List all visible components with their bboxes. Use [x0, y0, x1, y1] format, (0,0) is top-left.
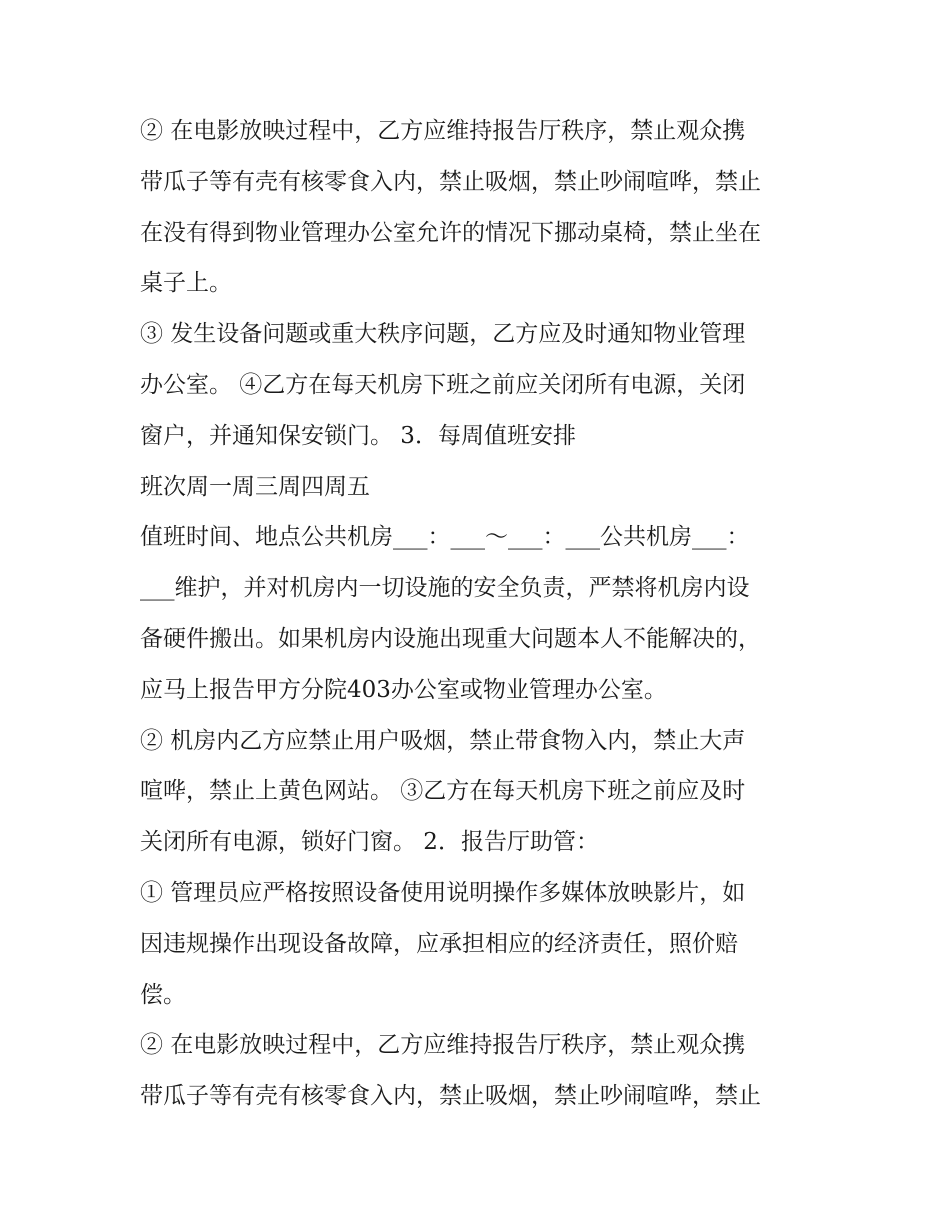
- text-line: ③ 发生设备问题或重大秩序问题，乙方应及时通知物业管理: [140, 321, 746, 348]
- text-line: 在没有得到物业管理办公室允许的情况下挪动桌椅，禁止坐在: [140, 219, 761, 246]
- text-line: ② 机房内乙方应禁止用户吸烟，禁止带食物入内，禁止大声: [140, 727, 746, 754]
- text-line: 班次周一周三周四周五: [140, 473, 370, 500]
- text-line: ___维护，并对机房内一切设施的安全负责，严禁将机房内设: [140, 575, 750, 602]
- text-line: 值班时间、地点公共机房___：___～___：___公共机房___：: [140, 524, 750, 551]
- text-line: ② 在电影放映过程中，乙方应维持报告厅秩序，禁止观众携: [140, 118, 746, 144]
- text-line: 喧哗，禁止上黄色网站。 ③乙方在每天机房下班之前应及时: [140, 778, 746, 805]
- text-line: ① 管理员应严格按照设备使用说明操作多媒体放映影片，如: [140, 879, 746, 906]
- text-line: 带瓜子等有壳有核零食入内，禁止吸烟，禁止吵闹喧哗，禁止: [140, 1083, 761, 1110]
- document-body: [140, 106, 820, 1122]
- text-line: 办公室。 ④乙方在每天机房下班之前应关闭所有电源，关闭: [140, 371, 746, 398]
- text-line: 窗户，并通知保安锁门。 3．每周值班安排: [140, 422, 576, 449]
- text-line: 偿。: [140, 981, 186, 1008]
- text-line: 桌子上。: [140, 270, 232, 297]
- text-line: 应马上报告甲方分院403办公室或物业管理办公室。: [140, 676, 667, 703]
- text-line: 因违规操作出现设备故障，应承担相应的经济责任，照价赔: [140, 930, 738, 957]
- text-line: ② 在电影放映过程中，乙方应维持报告厅秩序，禁止观众携: [140, 1032, 746, 1059]
- text-line: 备硬件搬出。如果机房内设施出现重大问题本人不能解决的，: [140, 625, 761, 652]
- text-line: 带瓜子等有壳有核零食入内，禁止吸烟，禁止吵闹喧哗，禁止: [140, 168, 761, 195]
- text-line: 关闭所有电源，锁好门窗。 2．报告厅助管：: [140, 829, 599, 856]
